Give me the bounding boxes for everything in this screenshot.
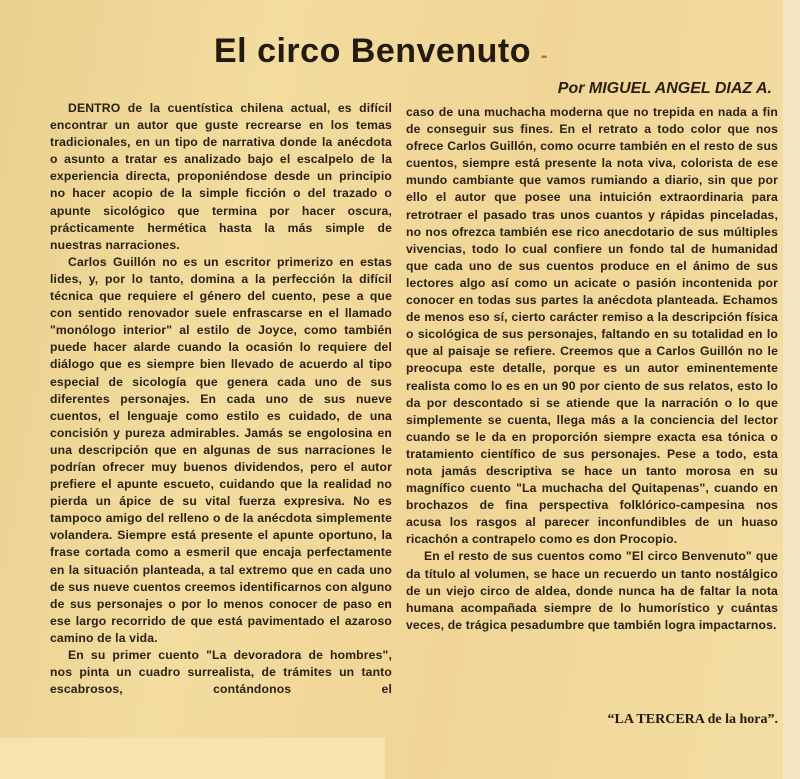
title-mark: - (540, 45, 549, 67)
paragraph: Carlos Guillón no es un escritor primerizo en estas lides, y, por lo tanto, domina a la perfección la difícil técnica que requiere el género del cuento, pese a que con sentido renovador suele enfrascarse en el llamado "monólogo interior" al estilo de Joyce, como también puede hacer alarde cuando la ocasión lo requiere del diálogo que es siempre bien llevado de acuerdo al tipo especial de sicología que genera cada uno de sus diferentes personajes. En cada uno de sus nueve cuentos, el lenguaje como estilo es cuidado, de una concisión y pureza admirables. Jamás se engolosina en una descripción que en algunas de sus narraciones le podrían ofrecer muy buenos dividendos, pero el autor prefiere el apunte escueto, cuidando que la realidad no pierda un ápice de su vital fuerza expresiva. No es tampoco amigo del relleno o de la anécdota simplemente volandera. Siempre está presente el apunte oportuno, la frase cortada como a esmeril que encaja perfectamente en la situación planteada, a tal extremo que en cada uno de sus nueve cuentos creemos identificarnos con alguno de sus personajes o por lo menos conocer de paso en ese largo recorrido de que está pavimentado el azaroso camino de la vida. (50, 254, 392, 645)
paper-light-patch (0, 738, 385, 779)
left-column (50, 100, 392, 698)
article-title (214, 32, 594, 71)
paragraph: En su primer cuento "La devoradora de hombres", nos pinta un cuadro surrealista, de trámites un tanto escabrosos, contándonos el (50, 648, 392, 697)
article-title-text: El circo Benvenuto (214, 32, 531, 70)
paper-edge (783, 0, 800, 779)
paragraph: caso de una muchacha moderna que no trepida en nada a fin de conseguir sus fines. En el retrato a todo color que nos ofrece Carlos Guillón, como ocurre también en el resto de sus cuentos, siempre está presente la nota viva, colorista de ese mundo cambiante que vamos rumiando a diario, sin que por ello el autor que posee una intuición extraordinaria para retrotraer el pasado tras unos cuantos y rápidas pinceladas, no nos ofrezca también ese rico anecdotario de sus múltiples vivencias, todo lo cual confiere un fondo tal de humanidad que cada uno de sus cuentos produce en el ánimo de sus lectores algo así como un acicate o pasión incontenida por conocer en todas sus partes la anécdota planteada. Echamos de menos eso sí, cierto carácter remiso a la descripción física o sicológica de sus personajes, faltando en su totalidad en lo que al paisaje se refiere. Creemos que a Carlos Guillón no le preocupa este detalle, porque es un autor eminentemente realista como lo es en un 90 por ciento de sus relatos, esto lo da por descontado si se atiende que la narración o lo que simplemente se cuenta, llega más a la conciencia del lector cuando se le da en proporción siempre exacta esa tónica o tratamiento científico de sus personajes. Pese a todo, esta nota jamás descriptiva se hace un tanto morosa en su magnífico cuento "La muchacha del Quitapenas", cuando en brochazos de fina perspectiva folklórico-campesina nos acusa los rasgos al parecer inconfundibles de un huaso ricachón a contrapelo como es don Procopio. (406, 105, 778, 547)
paragraph: En el resto de sus cuentos como "El circo Benvenuto" que da título al volumen, se hace un recuerdo un tanto nostálgico de un viejo circo de aldea, donde nunca ha de faltar la nota humana acompañada siempre de lo humorístico y cuántas veces, de trágica pesadumbre que también logra impactarnos. (406, 549, 778, 632)
paragraph: DENTRO de la cuentística chilena actual, es difícil encontrar un autor que guste recrearse en los temas tradicionales, en un tipo de narrativa donde la anécdota o asunto a tratar es analizado bajo el escalpelo de la experiencia directa, proponiéndose desde un principio no hacer acopio de la simple ficción o del trazado o apunte sicológico que termina por hacer oscura, prácticamente hermética hasta la más simple de nuestras narraciones. (50, 101, 392, 252)
source-credit: “LA TERCERA de la hora”. (607, 712, 778, 727)
right-column (406, 104, 778, 634)
article-byline: Por MIGUEL ANGEL DIAZ A. (557, 80, 772, 97)
